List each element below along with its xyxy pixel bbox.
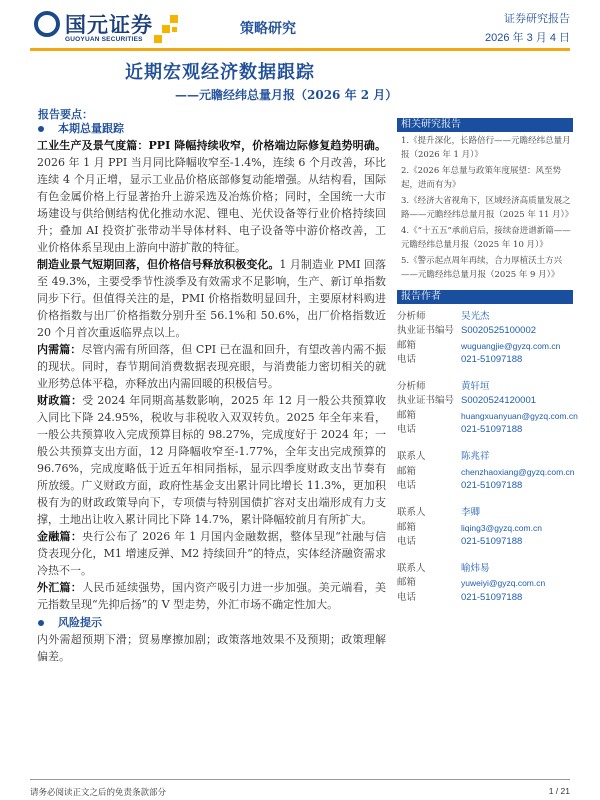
contact-email[interactable]: liqing3@gyzq.com.cn [461,522,542,533]
report-type: 证券研究报告 [504,12,570,25]
contact-card: 联系人 李卿 邮箱 liqing3@gyzq.com.cn 电话 021-51097188 [397,507,542,547]
section-body [37,137,386,613]
authors-heading: 报告作者 [397,290,573,304]
contact-email[interactable]: chenzhaoxiang@gyzq.com.cn [461,466,575,477]
bullet-icon [38,126,44,132]
footer-divider [30,779,570,780]
logo-text-cn: 国元证券 [65,13,153,37]
related-report-link[interactable]: 3.《经济大省视角下，区域经济高质量发展之路——元瞻经纬总量月报（2025 年 11 月）》 [401,196,574,220]
paragraph: 制造业景气短期回落，但价格信号释放积极变化。1 月制造业 PMI 回落至 49.3%，主要受季节性淡季及有效需求不足影响，生产、新订单指数同步下行。但值得关注的是，PMI 价格指数明显回升，主要原材料购进价格指数与出厂价格指数分别升至 56.1%和 50.6%，出厂价格指数近 20 个月首次重返临界点以上。 [37,258,387,339]
header-divider [30,48,570,51]
paragraph: 外汇篇：人民币延续强势，国内资产吸引力进一步加强。美元端看，美元指数呈现“先抑后扬”的 V 型走势，外汇市场不确定性加大。 [37,581,387,611]
author-email[interactable]: huangxuanyuan@gyzq.com.cn [461,410,578,421]
right-sidebar [397,118,578,605]
page-number: 1 / 21 [548,786,570,796]
contact-name: 陈兆祥 [461,451,490,463]
page-subtitle: ——元瞻经纬总量月报（2026 年 2 月） [175,88,398,102]
contact-email[interactable]: yuweiyi@gyzq.com.cn [461,578,546,589]
related-report-link[interactable]: 5.《警示起点周年再续，合力厚植沃土方兴——元瞻经纬总量月报（2025 年 9 月）》 [401,256,563,280]
report-date: 2026 年 3 月 4 日 [485,32,570,44]
contact-name: 李卿 [461,507,481,519]
department-label: 策略研究 [240,21,296,37]
company-logo [34,9,184,45]
related-report-link[interactable]: 1.《提升深化，长路倍行——元瞻经纬总量月报（2026 年 1 月）》 [401,136,571,160]
authors-panel [397,290,578,605]
bullet-icon [38,620,44,626]
section-body [37,631,386,665]
paragraph: 财政篇：受 2024 年同期高基数影响，2025 年 12 月一般公共预算收入同比下降 24.95%，税收与非税收入双双转负。2025 年全年来看，一般公共预算收入完成预算目标的 98.27%，完成度好于 2024 年；一般公共预算支出方面，12 月降幅收窄至-1.77%，全年支出完成预算的 96.76%，完成度略低于近五年相同指标，显示四季度财政支出节奏有所放缓。广义财政方面，政府性基金支出累计同比增长 11.3%，更加积极有为的财政政策导向下，专项债与特别国债扩容对支出端形成有力支撑，土地出让收入累计同比下降 14.7%，累计降幅较前月有所扩大。 [37,394,386,526]
section-heading: 本期总量跟踪 [38,121,386,137]
logo-emblem-icon [34,11,60,37]
paragraph: 工业生产及景气度篇：PPI 降幅持续收窄，价格端边际修复趋势明确。2026 年 1 月 PPI 当月同比降幅收窄至-1.4%，连续 6 个月改善，环比连续 4 个月正增，显示工业品价格底部修复动能增强。从结构看，国际有色金属价格上行显著抬升上游采选及冶炼价格；同时，全国统一大市场建设与供给侧结构优化推动水泥、锂电、光伏设备等行业价格持续回升；叠加 AI 投资扩张带动半导体材料、电子设备等中游价格改善，工业价格体系呈现由上游向中游扩散的特征。 [37,139,386,254]
author-card: 分析师 黄轩垣 执业证书编号 S0020524120001 邮箱 huangxuanyuan@gyzq.com.cn 电话 021-51097188 [397,381,578,436]
key-points-column [37,121,386,665]
related-reports-panel [397,118,573,282]
related-reports-heading: 相关研究报告 [397,118,573,132]
related-report-link[interactable]: 4.《“十五五”承前启后，接续奋进谱新篇——元瞻经纬总量月报（2025 年 10 月）》 [401,226,571,250]
author-name: 黄轩垣 [461,381,490,393]
contact-name: 喻炜易 [461,563,490,575]
related-report-link[interactable]: 2.《2026 年总量与政策年度展望：风至势起，进而有为》 [401,166,561,190]
contact-card: 联系人 喻炜易 邮箱 yuweiyi@gyzq.com.cn 电话 021-51097188 [397,563,546,603]
author-email[interactable]: wuguangjie@gyzq.com.cn [461,340,561,351]
section-heading: 风险提示 [38,615,386,631]
paragraph: 金融篇：央行公布了 2026 年 1 月国内金融数据，整体呈现“社融与信贷表现分化，M1 增速反弹、M2 持续回升”的特点，实体经济融资需求冷热不一。 [37,530,386,577]
key-points-label: 报告要点： [38,108,93,121]
logo-text-en: GUOYUAN SECURITIES [65,36,143,43]
page-title: 近期宏观经济数据跟踪 [125,62,315,83]
footer-disclaimer: 请务必阅读正文之后的免责条款部分 [30,788,167,798]
paragraph: 内外需超预期下滑；贸易摩擦加剧；政策落地效果不及预期；政策理解偏差。 [37,633,386,663]
author-name: 吴光杰 [461,311,490,322]
paragraph: 内需篇：尽管内需有所回落，但 CPI 已在温和回升，有望改善内需不振的现状。同时，春节期间消费数据表现亮眼，与消费能力密切相关的就业形势总体平稳，亦释放出内需回暖的积极信号。 [37,343,387,390]
contact-card: 联系人 陈兆祥 邮箱 chenzhaoxiang@gyzq.com.cn 电话 021-51097188 [397,451,575,491]
author-card: 分析师 吴光杰 执业证书编号 S0020525100002 邮箱 wuguangjie@gyzq.com.cn 电话 021-51097188 [397,311,561,365]
